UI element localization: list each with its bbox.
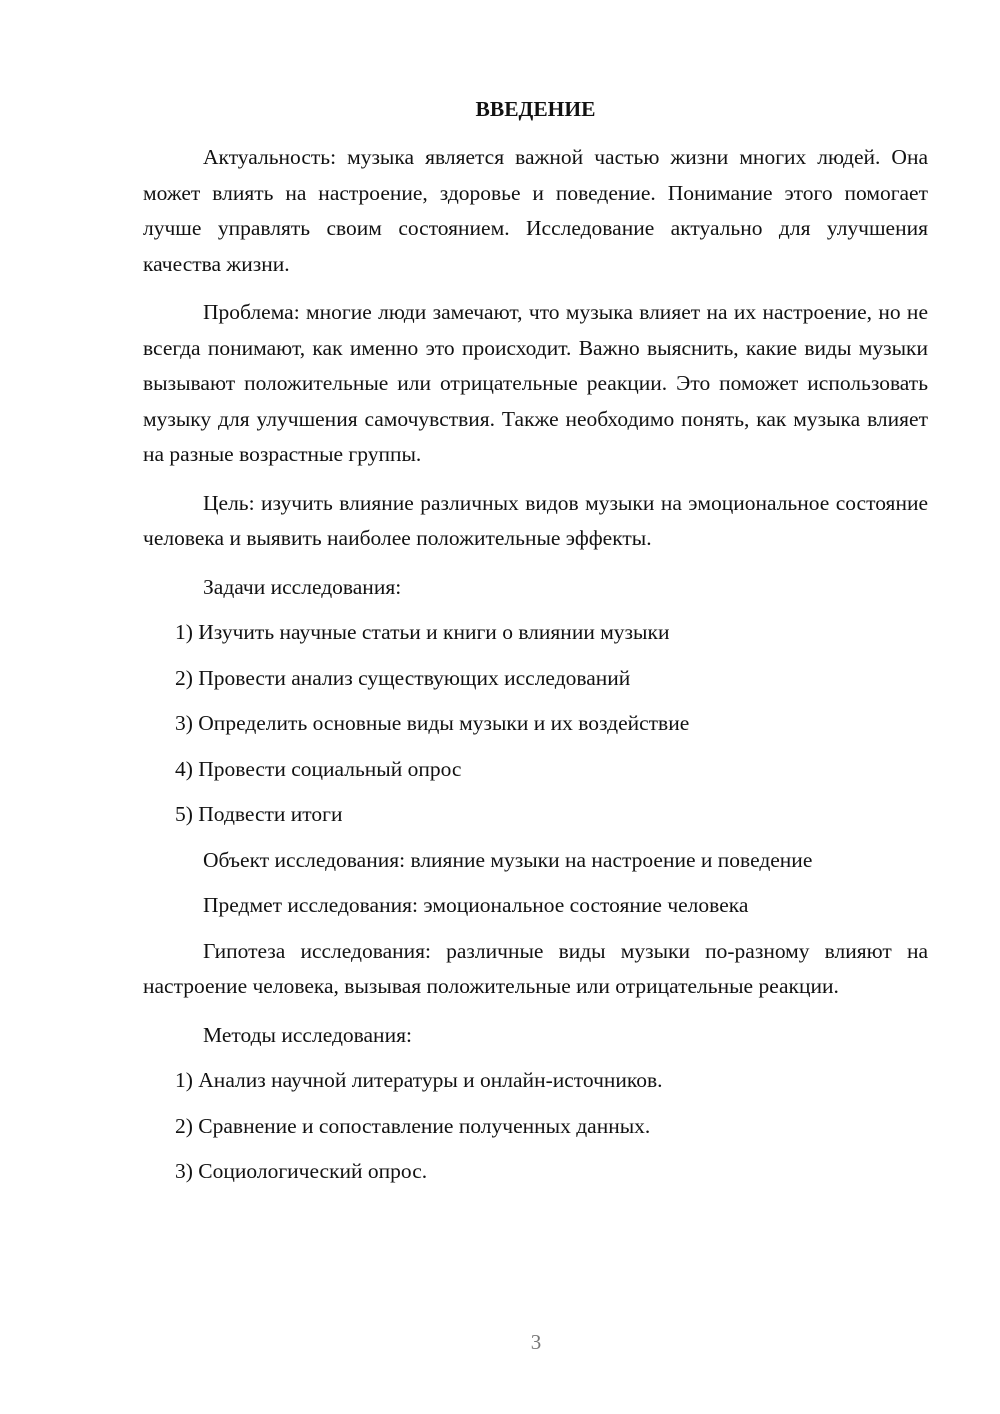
method-item: 2) Сравнение и сопоставление полученных данных. [175,1113,651,1138]
research-object: Объект исследования: влияние музыки на настроение и поведение [203,847,813,872]
relevance-paragraph: Актуальность: музыка является важной частью жизни многих людей. Она может влиять на настроение, здоровье и поведение. Понимание этого помогает лучше управлять своим состоянием. Исследование актуально для улучшения качества жизни. [143,145,928,276]
task-item: 5) Подвести итоги [175,802,343,826]
methods-label: Методы исследования: [203,1022,412,1047]
task-item: 1) Изучить научные статьи и книги о влиянии музыки [175,620,670,644]
document-page [143,92,928,1200]
tasks-label: Задачи исследования: [203,574,402,599]
page-number: 3 [530,1330,542,1354]
hypothesis-paragraph: Гипотеза исследования: различные виды музыки по-разному влияют на настроение человека, вызывая положительные или отрицательные реакции. [143,938,928,998]
method-item: 3) Социологический опрос. [175,1159,428,1183]
goal-paragraph: Цель: изучить влияние различных видов музыки на эмоциональное состояние человека и выявить наиболее положительные эффекты. [143,490,928,550]
research-subject: Предмет исследования: эмоциональное состояние человека [203,893,749,917]
problem-paragraph: Проблема: многие люди замечают, что музыка влияет на их настроение, но не всегда понимают, как именно это происходит. Важно выяснить, какие виды музыки вызывают положительные или отрицательные реакции. Это поможет использовать музыку для улучшения самочувствия. Также необходимо понять, как музыка влияет на разные возрастные группы. [143,300,928,466]
task-item: 2) Провести анализ существующих исследований [175,665,631,690]
task-item: 4) Провести социальный опрос [175,756,462,781]
method-item: 1) Анализ научной литературы и онлайн-источников. [175,1068,663,1092]
section-heading: ВВЕДЕНИЕ [475,97,596,121]
task-item: 3) Определить основные виды музыки и их воздействие [175,711,690,735]
